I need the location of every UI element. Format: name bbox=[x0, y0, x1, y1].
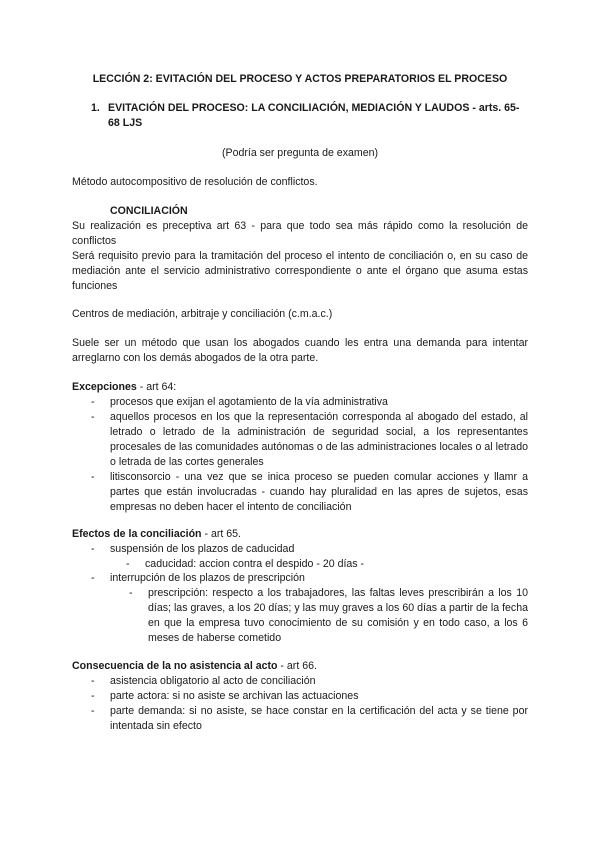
consecuencia-list bbox=[91, 674, 528, 734]
efectos-sublist-2 bbox=[129, 586, 528, 646]
list-item: - interrupción de los plazos de prescripción bbox=[91, 571, 528, 586]
list-item: - parte demanda: si no asiste, se hace constar en la certificación del acta y se tiene por intentada sin efecto bbox=[91, 704, 528, 734]
abogados-paragraph: Suele ser un método que usan los abogados cuando les entra una demanda para intentar arreglarno con los demás abogados de la otra parte. bbox=[72, 337, 528, 364]
efectos-heading bbox=[72, 527, 528, 542]
efectos-label: Efectos de la conciliación bbox=[72, 528, 202, 540]
list-item: - aquellos procesos en los que la representación corresponda al abogado del estado, al letrado o letrado de la administración de seguridad social, a los representantes procesales de las comunidades autónomas o de las administraciones locales o al letrado o letrada de las cortes generales bbox=[91, 410, 528, 470]
list-item: - caducidad: accion contra el despido - 20 días - bbox=[126, 557, 528, 572]
list-item: - suspensión de los plazos de caducidad bbox=[91, 542, 528, 557]
excepciones-ref: - art 64: bbox=[136, 381, 177, 393]
section-heading-ref: - arts. 65-68 LJS bbox=[108, 102, 520, 129]
intro-paragraph: Método autocompositivo de resolución de conflictos. bbox=[72, 176, 318, 188]
excepciones-list bbox=[91, 395, 528, 515]
exam-note: (Podría ser pregunta de examen) bbox=[221, 147, 379, 159]
section-number: 1. bbox=[91, 102, 100, 114]
consecuencia-label: Consecuencia de la no asistencia al acto bbox=[72, 660, 278, 672]
section-heading-text bbox=[108, 101, 528, 131]
conciliacion-heading: CONCILIACIÓN bbox=[110, 205, 188, 217]
efectos-ref: - art 65. bbox=[201, 528, 241, 540]
conciliacion-paragraph-1: Su realización es preceptiva art 63 - para que todo sea más rápido como la resolución de conflictos bbox=[72, 220, 528, 247]
list-item: - parte actora: si no asiste se archivan las actuaciones bbox=[91, 689, 528, 704]
list-item: - asistencia obligatorio al acto de conciliación bbox=[91, 674, 528, 689]
consecuencia-heading bbox=[72, 659, 528, 674]
efectos-list-1 bbox=[91, 542, 528, 557]
list-item: - prescripción: respecto a los trabajadores, las faltas leves prescribirán a los 10 días; las graves, a los 20 días; y las muy graves a los 60 días a partir de la fecha en que la empresa tuvo conocimiento de su comisión y en todo caso, a los 6 meses de haberse cometido bbox=[129, 586, 528, 646]
centros-paragraph: Centros de mediación, arbitraje y conciliación (c.m.a.c.) bbox=[72, 308, 333, 320]
list-item: - litisconsorcio - una vez que se inica proceso se pueden comular acciones y llamr a partes que están involucradas - cuando hay pluralidad en las apres de sujetos, esas empresas no deben hacer el intento de conciliación bbox=[91, 470, 528, 515]
list-item: - procesos que exijan el agotamiento de la vía administrativa bbox=[91, 395, 528, 410]
efectos-sublist-1 bbox=[126, 557, 528, 572]
consecuencia-ref: - art 66. bbox=[277, 660, 317, 672]
conciliacion-paragraph-2: Será requisito previo para la tramitación del proceso el intento de conciliación o, en su caso de mediación ante el servicio administrativo correspondiente o ante el órgano que asuma estas funciones bbox=[72, 250, 528, 292]
document-title: LECCIÓN 2: EVITACIÓN DEL PROCESO Y ACTOS PREPARATORIOS EL PROCESO bbox=[92, 73, 508, 85]
excepciones-label: Excepciones bbox=[72, 381, 137, 393]
efectos-list-2 bbox=[91, 571, 528, 586]
excepciones-heading bbox=[72, 380, 528, 395]
section-heading-title: EVITACIÓN DEL PROCESO: LA CONCILIACIÓN, MEDIACIÓN Y LAUDOS bbox=[108, 102, 470, 114]
